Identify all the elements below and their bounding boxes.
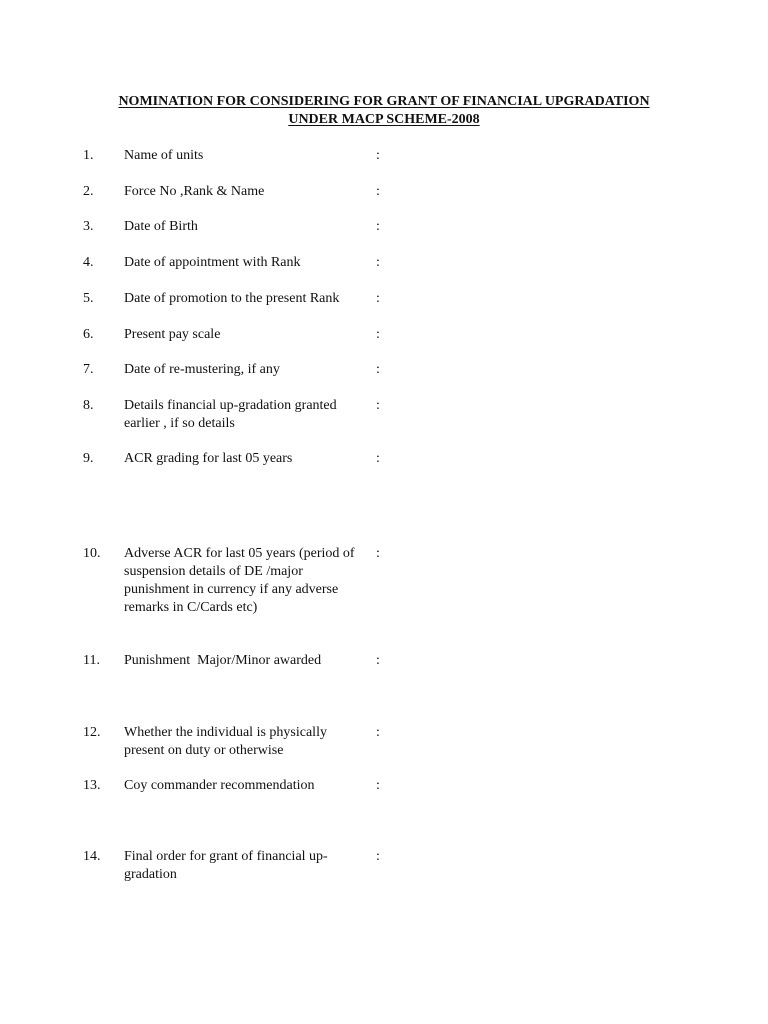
item-colon: :	[376, 184, 380, 199]
item-colon: :	[376, 653, 380, 668]
item-number: 5.	[83, 291, 94, 306]
item-colon: :	[376, 778, 380, 793]
item-label: Present pay scale	[124, 327, 221, 342]
item-number: 6.	[83, 327, 94, 342]
item-colon: :	[376, 849, 380, 864]
item-label: ACR grading for last 05 years	[124, 451, 293, 466]
item-number: 7.	[83, 362, 94, 377]
item-label: Date of promotion to the present Rank	[124, 291, 340, 306]
item-label: Date of re-mustering, if any	[124, 362, 280, 377]
item-colon: :	[376, 255, 380, 270]
item-label: Date of Birth	[124, 219, 198, 234]
item-label: Details financial up-gradation granted earlier , if so details	[124, 398, 337, 431]
item-number: 8.	[83, 398, 94, 413]
item-colon: :	[376, 148, 380, 163]
item-colon: :	[376, 327, 380, 342]
item-number: 12.	[83, 725, 101, 740]
item-label: Date of appointment with Rank	[124, 255, 301, 270]
item-number: 9.	[83, 451, 94, 466]
item-label: Force No ,Rank & Name	[124, 184, 265, 199]
item-colon: :	[376, 398, 380, 413]
item-number: 11.	[83, 653, 100, 668]
item-colon: :	[376, 451, 380, 466]
item-number: 3.	[83, 219, 94, 234]
item-number: 13.	[83, 778, 101, 793]
item-label: Name of units	[124, 148, 204, 163]
item-number: 4.	[83, 255, 94, 270]
title-line-1: NOMINATION FOR CONSIDERING FOR GRANT OF FINANCIAL UPGRADATION	[118, 94, 650, 109]
item-label: Coy commander recommendation	[124, 778, 315, 793]
item-colon: :	[376, 725, 380, 740]
title-line-2: UNDER MACP SCHEME-2008	[288, 112, 480, 127]
item-colon: :	[376, 362, 380, 377]
item-number: 14.	[83, 849, 101, 864]
item-colon: :	[376, 546, 380, 561]
item-label: Whether the individual is physically present on duty or otherwise	[124, 725, 327, 758]
item-label: Punishment Major/Minor awarded	[124, 653, 322, 668]
item-colon: :	[376, 291, 380, 306]
item-number: 1.	[83, 148, 94, 163]
item-number: 2.	[83, 184, 94, 199]
page-title	[0, 93, 768, 129]
item-label: Adverse ACR for last 05 years (period of suspension details of DE /major punishment in currency if any adverse remarks in C/Cards etc)	[124, 546, 355, 615]
item-number: 10.	[83, 546, 101, 561]
item-label: Final order for grant of financial up-gradation	[124, 849, 328, 882]
item-colon: :	[376, 219, 380, 234]
